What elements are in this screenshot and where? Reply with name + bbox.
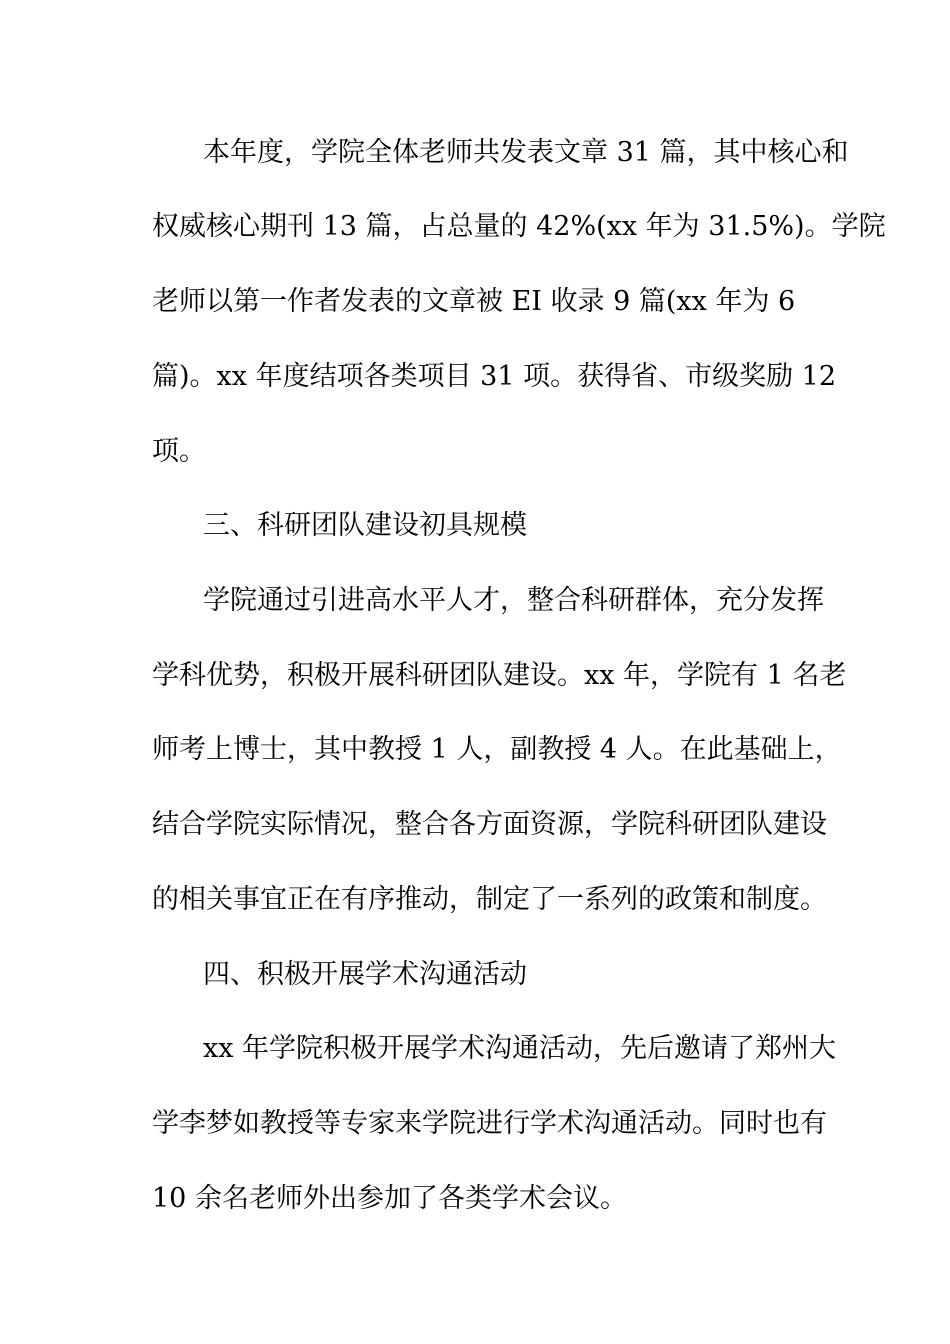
paragraph-line: 学李梦如教授等专家来学院进行学术沟通活动。同时也有 bbox=[152, 1108, 827, 1139]
paragraph-line: 结合学院实际情况，整合各方面资源，学院科研团队建设 bbox=[152, 809, 827, 840]
paragraph-line: 篇)。xx 年度结项各类项目 31 项。获得省、市级奖励 12 bbox=[152, 361, 837, 392]
paragraph-line: 学院通过引进高水平人才，整合科研群体，充分发挥 bbox=[203, 585, 824, 616]
paragraph-line: 权威核心期刊 13 篇，占总量的 42%(xx 年为 31.5%)。学院 bbox=[152, 211, 886, 242]
paragraph-line: 项。 bbox=[152, 436, 206, 467]
section-heading: 三、科研团队建设初具规模 bbox=[203, 510, 527, 541]
paragraph-line: xx 年学院积极开展学术沟通活动，先后邀请了郑州大 bbox=[203, 1033, 837, 1064]
paragraph-line: 10 余名老师外出参加了各类学术会议。 bbox=[152, 1183, 627, 1214]
paragraph-line: 本年度，学院全体老师共发表文章 31 篇，其中核心和 bbox=[203, 137, 849, 168]
section-heading: 四、积极开展学术沟通活动 bbox=[203, 959, 527, 990]
paragraph-line: 的相关事宜正在有序推动，制定了一系列的政策和制度。 bbox=[152, 884, 827, 915]
paragraph-line: 学科优势，积极开展科研团队建设。xx 年，学院有 1 名老 bbox=[152, 660, 847, 691]
paragraph-line: 老师以第一作者发表的文章被 EI 收录 9 篇(xx 年为 6 bbox=[152, 286, 796, 317]
paragraph-line: 师考上博士，其中教授 1 人，副教授 4 人。在此基础上， bbox=[152, 734, 842, 765]
